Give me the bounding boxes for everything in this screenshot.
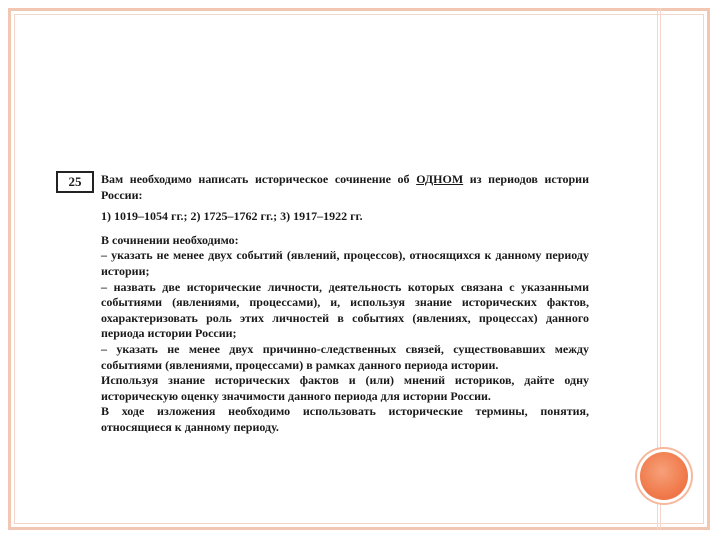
task-number: 25 — [56, 171, 94, 193]
requirement-item: – указать не менее двух причинно-следственных связей, существовавших между событиями (явлениями, процессами) в рамках данного периода истории. — [101, 341, 589, 372]
requirement-item: – указать не менее двух событий (явлений, процессов), относящихся к данному периоду истории; — [101, 248, 589, 278]
task-intro — [101, 172, 589, 203]
task-periods: 1) 1019–1054 гг.; 2) 1725–1762 гг.; 3) 1917–1922 гг. — [101, 209, 363, 224]
requirement-item: – назвать две исторические личности, деятельность которых связана с указанными событиями (явлениями, процессами), и, используя знание исторических фактов, охарактеризовать роль этих личностей в событиях (явлениях, процессах) данного периода истории России; — [101, 279, 589, 341]
terms-instruction: В ходе изложения необходимо использовать исторические термины, понятия, относящиеся к данному периоду. — [101, 404, 589, 434]
task-intro-start: Вам необходимо написать историческое сочинение об — [101, 172, 417, 186]
decorative-circle — [640, 452, 688, 500]
task-intro-end: из периодов истории России: — [101, 172, 590, 202]
task-text — [101, 172, 589, 436]
evaluation-instruction: Используя знание исторических фактов и (или) мнений историков, дайте одну историческую оценку значимости данного периода для истории России. — [101, 373, 589, 403]
requirements-heading: В сочинении необходимо: — [101, 232, 239, 247]
task-intro-emphasis: ОДНОМ — [416, 172, 464, 186]
